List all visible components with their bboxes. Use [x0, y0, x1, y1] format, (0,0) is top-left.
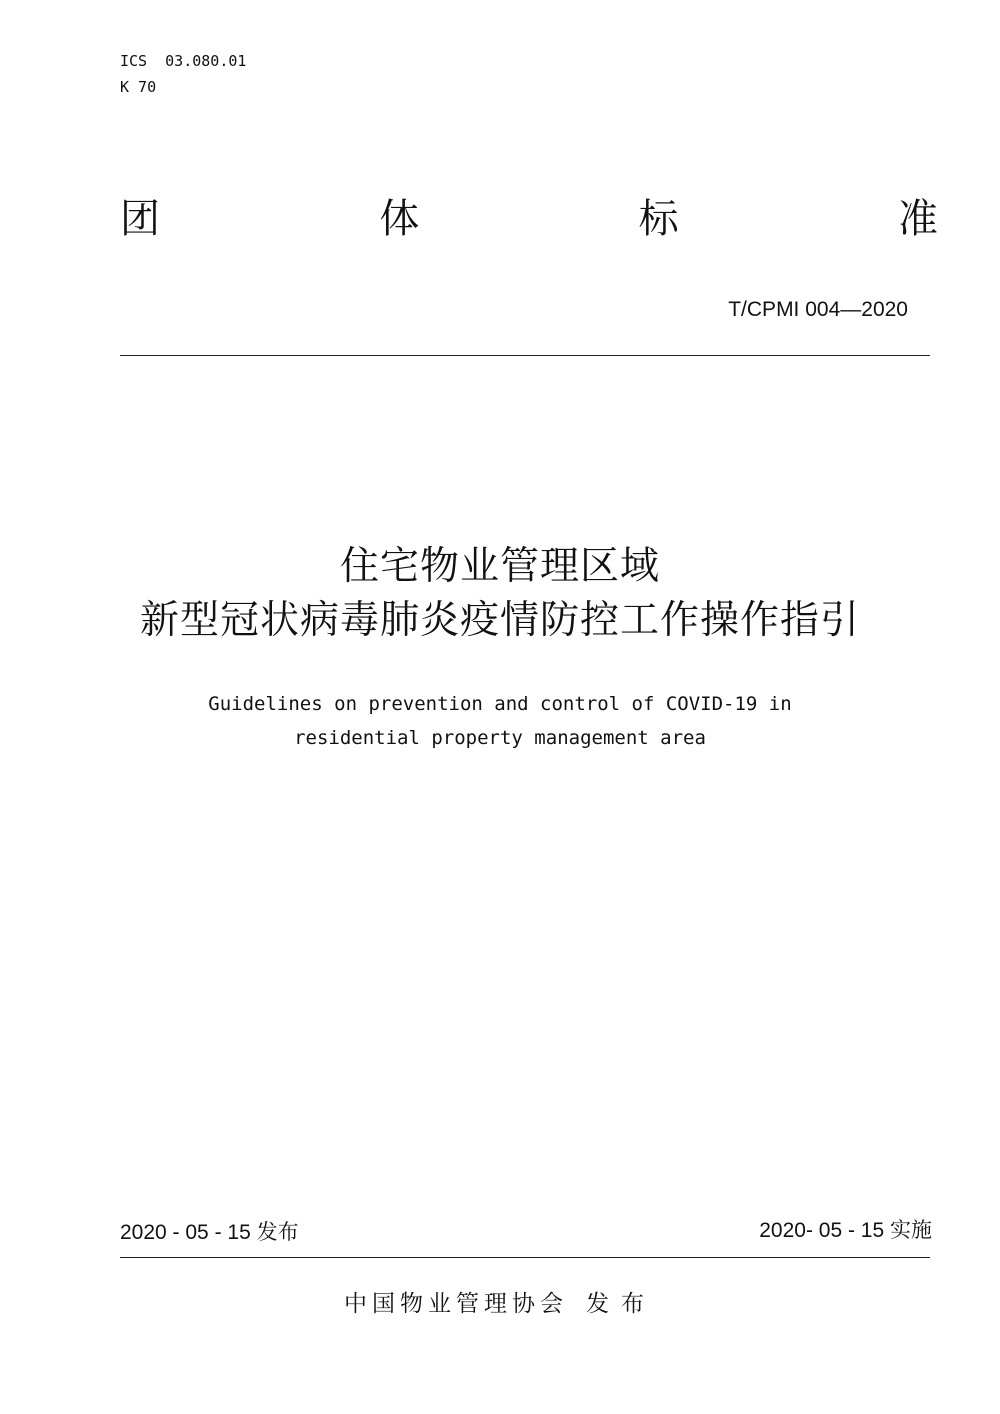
- implementation-date: 2020- 05 - 15 实施: [759, 1219, 932, 1242]
- standard-type-char: 准: [897, 196, 938, 242]
- standard-type-heading: [120, 194, 938, 244]
- publisher-action: 发布: [586, 1291, 656, 1317]
- publisher-line: [0, 1288, 1000, 1320]
- top-divider: [120, 355, 930, 356]
- standard-type-char: 团: [120, 196, 160, 242]
- english-title-line-2: residential property management area: [294, 727, 706, 749]
- publication-date: 2020 - 05 - 15 发布: [120, 1221, 299, 1244]
- title-line-2: 新型冠状病毒肺炎疫情防控工作操作指引: [139, 598, 860, 643]
- english-title: [0, 687, 1000, 755]
- bottom-divider: [120, 1257, 930, 1258]
- chinese-title: [0, 540, 1000, 648]
- ccs-code: K 70: [120, 78, 157, 96]
- standard-type-char: 标: [638, 196, 679, 242]
- standard-type-char: 体: [379, 196, 420, 242]
- standard-number: T/CPMI 004—2020: [728, 298, 908, 321]
- ics-code: ICS 03.080.01: [120, 52, 247, 70]
- publisher-organization: 中国物业管理协会: [344, 1291, 568, 1317]
- title-line-1: 住宅物业管理区域: [339, 544, 660, 589]
- english-title-line-1: Guidelines on prevention and control of COVID-19 in: [208, 693, 792, 715]
